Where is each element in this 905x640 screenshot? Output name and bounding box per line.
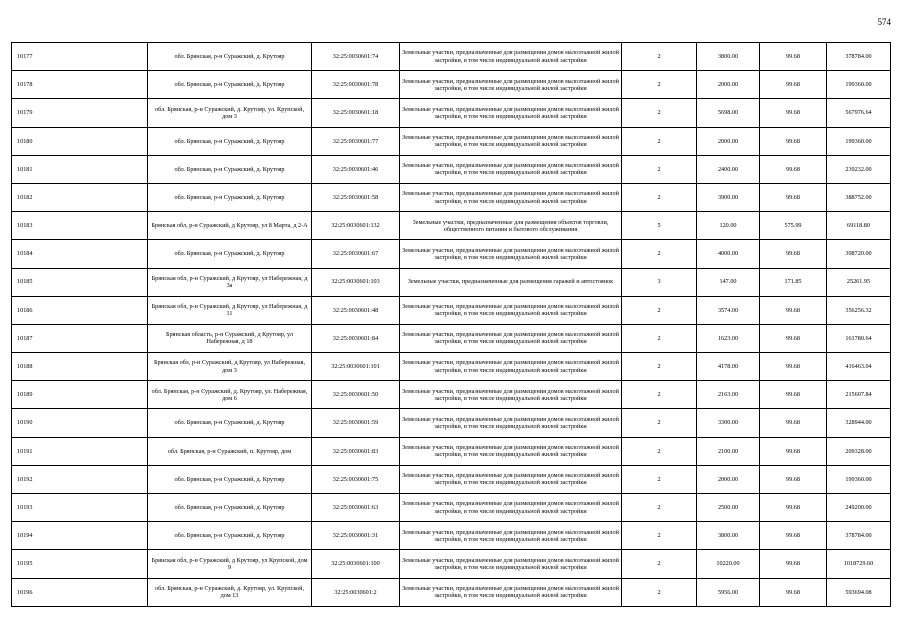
- area-cell: 2100.00: [697, 437, 760, 465]
- cadastral-number-cell: 32:25:0030601:132: [312, 212, 400, 240]
- area-cell: 4000.00: [697, 240, 760, 268]
- land-use-cell: Земельные участки, предназначенные для размещения домов малоэтажной жилой застройки, в том числе индивидуальной жилой застройки: [400, 437, 622, 465]
- cadastral-value-cell: 239232.00: [827, 155, 891, 183]
- cadastral-value-cell: 215607.84: [827, 381, 891, 409]
- table-row: [12, 353, 891, 381]
- cadastral-value-cell: 209328.00: [827, 437, 891, 465]
- use-group-cell: 2: [622, 43, 697, 71]
- area-cell: 3800.00: [697, 522, 760, 550]
- use-group-cell: 5: [622, 212, 697, 240]
- parcel-number-cell: 10185: [12, 268, 148, 296]
- parcel-number-cell: 10192: [12, 465, 148, 493]
- address-cell: обл. Брянская, р-н Суражский, д. Крутояр, ул. Набережная, дом 6: [148, 381, 312, 409]
- use-group-cell: 2: [622, 550, 697, 578]
- address-cell: Брянская обл, р-н Суражский, д Крутояр, ул Набережная, д 3а: [148, 268, 312, 296]
- specific-value-cell: 99.68: [760, 155, 827, 183]
- specific-value-cell: 99.68: [760, 550, 827, 578]
- table-row: [12, 99, 891, 127]
- use-group-cell: 2: [622, 296, 697, 324]
- table-row: [12, 465, 891, 493]
- area-cell: 2400.00: [697, 155, 760, 183]
- parcel-number-cell: 10181: [12, 155, 148, 183]
- table-row: [12, 381, 891, 409]
- area-cell: 2163.00: [697, 381, 760, 409]
- land-use-cell: Земельные участки, предназначенные для размещения домов малоэтажной жилой застройки, в том числе индивидуальной жилой застройки: [400, 465, 622, 493]
- cadastral-number-cell: 32:25:0030601:2: [312, 578, 400, 606]
- address-cell: обл. Брянская, р-н Суражский, д. Крутояр: [148, 71, 312, 99]
- land-use-cell: Земельные участки, предназначенные для размещения домов малоэтажной жилой застройки, в том числе индивидуальной жилой застройки: [400, 127, 622, 155]
- land-use-cell: Земельные участки, предназначенные для размещения домов малоэтажной жилой застройки, в том числе индивидуальной жилой застройки: [400, 353, 622, 381]
- parcel-number-cell: 10180: [12, 127, 148, 155]
- area-cell: 4178.00: [697, 353, 760, 381]
- address-cell: обл. Брянская, р-н Суражский, д. Крутояр: [148, 43, 312, 71]
- cadastral-number-cell: 32:25:0030601:67: [312, 240, 400, 268]
- land-use-cell: Земельные участки, предназначенные для размещения гаражей и автостоянок: [400, 268, 622, 296]
- parcel-number-cell: 10193: [12, 494, 148, 522]
- table-row: [12, 268, 891, 296]
- table-row: [12, 437, 891, 465]
- specific-value-cell: 99.68: [760, 99, 827, 127]
- use-group-cell: 2: [622, 465, 697, 493]
- cadastral-value-cell: 378784.00: [827, 522, 891, 550]
- cadastral-number-cell: 32:25:0030601:77: [312, 127, 400, 155]
- cadastral-number-cell: 32:25:0030601:78: [312, 71, 400, 99]
- cadastral-value-cell: 388752.00: [827, 183, 891, 211]
- address-cell: обл. Брянская, р-н Суражский, д. Крутояр, ул. Крупской, дом 13: [148, 578, 312, 606]
- address-cell: обл. Брянская, р-н Суражский, д. Крутояр: [148, 183, 312, 211]
- specific-value-cell: 99.68: [760, 324, 827, 352]
- cadastral-value-cell: 398720.00: [827, 240, 891, 268]
- specific-value-cell: 99.68: [760, 43, 827, 71]
- table-row: [12, 296, 891, 324]
- cadastral-value-cell: 1018729.60: [827, 550, 891, 578]
- parcel-number-cell: 10183: [12, 212, 148, 240]
- cadastral-number-cell: 32:25:0030601:18: [312, 99, 400, 127]
- use-group-cell: 2: [622, 155, 697, 183]
- address-cell: Брянская область, р-н Суражский, д Крутояр, ул Набережная, д 18: [148, 324, 312, 352]
- address-cell: обл. Брянская, р-н Суражский, д. Крутояр: [148, 465, 312, 493]
- area-cell: 2500.00: [697, 494, 760, 522]
- use-group-cell: 2: [622, 578, 697, 606]
- parcel-number-cell: 10196: [12, 578, 148, 606]
- parcel-number-cell: 10187: [12, 324, 148, 352]
- cadastral-value-cell: 161780.64: [827, 324, 891, 352]
- address-cell: обл. Брянская, р-н Суражский, д. Крутояр: [148, 494, 312, 522]
- area-cell: 5698.00: [697, 99, 760, 127]
- parcel-number-cell: 10182: [12, 183, 148, 211]
- page-number: 574: [877, 17, 891, 27]
- cadastral-value-cell: 593694.08: [827, 578, 891, 606]
- address-cell: Брянская обл, р-н Суражский, д Крутояр, ул Набережная, д 11: [148, 296, 312, 324]
- table-row: [12, 212, 891, 240]
- parcel-number-cell: 10191: [12, 437, 148, 465]
- area-cell: 3900.00: [697, 183, 760, 211]
- specific-value-cell: 171.85: [760, 268, 827, 296]
- cadastral-value-cell: 25261.95: [827, 268, 891, 296]
- use-group-cell: 2: [622, 240, 697, 268]
- land-use-cell: Земельные участки, предназначенные для размещения домов малоэтажной жилой застройки, в том числе индивидуальной жилой застройки: [400, 578, 622, 606]
- cadastral-value-cell: 199360.00: [827, 71, 891, 99]
- specific-value-cell: 99.68: [760, 522, 827, 550]
- table-row: [12, 409, 891, 437]
- cadastral-number-cell: 32:25:0030601:59: [312, 409, 400, 437]
- specific-value-cell: 99.68: [760, 437, 827, 465]
- specific-value-cell: 99.68: [760, 71, 827, 99]
- address-cell: Брянская обл, р-н Суражский, д Крутояр, ул 8 Марта, д 2-А: [148, 212, 312, 240]
- use-group-cell: 3: [622, 268, 697, 296]
- cadastral-number-cell: 32:25:0030601:101: [312, 353, 400, 381]
- area-cell: 2000.00: [697, 71, 760, 99]
- land-use-cell: Земельные участки, предназначенные для размещения домов малоэтажной жилой застройки, в том числе индивидуальной жилой застройки: [400, 381, 622, 409]
- specific-value-cell: 99.68: [760, 127, 827, 155]
- table-row: [12, 578, 891, 606]
- table-row: [12, 494, 891, 522]
- use-group-cell: 2: [622, 494, 697, 522]
- specific-value-cell: 99.68: [760, 494, 827, 522]
- area-cell: 3300.00: [697, 409, 760, 437]
- land-use-cell: Земельные участки, предназначенные для размещения домов малоэтажной жилой застройки, в том числе индивидуальной жилой застройки: [400, 494, 622, 522]
- table-row: [12, 43, 891, 71]
- cadastral-number-cell: 32:25:0030601:75: [312, 465, 400, 493]
- cadastral-value-cell: 199360.00: [827, 465, 891, 493]
- area-cell: 3574.00: [697, 296, 760, 324]
- land-use-cell: Земельные участки, предназначенные для размещения домов малоэтажной жилой застройки, в том числе индивидуальной жилой застройки: [400, 43, 622, 71]
- land-use-cell: Земельные участки, предназначенные для размещения домов малоэтажной жилой застройки, в том числе индивидуальной жилой застройки: [400, 522, 622, 550]
- parcel-number-cell: 10194: [12, 522, 148, 550]
- cadastral-number-cell: 32:25:0030601:74: [312, 43, 400, 71]
- parcel-number-cell: 10189: [12, 381, 148, 409]
- table-row: [12, 71, 891, 99]
- land-use-cell: Земельные участки, предназначенные для размещения домов малоэтажной жилой застройки, в том числе индивидуальной жилой застройки: [400, 296, 622, 324]
- address-cell: обл. Брянская, р-н Суражский, д. Крутояр: [148, 127, 312, 155]
- specific-value-cell: 575.99: [760, 212, 827, 240]
- land-use-cell: Земельные участки, предназначенные для размещения домов малоэтажной жилой застройки, в том числе индивидуальной жилой застройки: [400, 99, 622, 127]
- table-row: [12, 127, 891, 155]
- cadastral-value-cell: 567976.64: [827, 99, 891, 127]
- table-row: [12, 550, 891, 578]
- cadastral-number-cell: 32:25:0030601:31: [312, 522, 400, 550]
- specific-value-cell: 99.68: [760, 240, 827, 268]
- specific-value-cell: 99.68: [760, 353, 827, 381]
- cadastral-number-cell: 32:25:0030601:100: [312, 550, 400, 578]
- cadastral-number-cell: 32:25:0030601:50: [312, 381, 400, 409]
- cadastral-value-cell: 356256.32: [827, 296, 891, 324]
- land-use-cell: Земельные участки, предназначенные для размещения домов малоэтажной жилой застройки, в том числе индивидуальной жилой застройки: [400, 550, 622, 578]
- area-cell: 147.00: [697, 268, 760, 296]
- cadastral-value-cell: 69118.80: [827, 212, 891, 240]
- cadastral-number-cell: 32:25:0030601:63: [312, 494, 400, 522]
- parcel-number-cell: 10178: [12, 71, 148, 99]
- table-row: [12, 240, 891, 268]
- area-cell: 10220.00: [697, 550, 760, 578]
- table-row: [12, 324, 891, 352]
- address-cell: обл. Брянская, р-н Суражский, д. Крутояр: [148, 155, 312, 183]
- parcel-number-cell: 10184: [12, 240, 148, 268]
- parcel-number-cell: 10177: [12, 43, 148, 71]
- address-cell: обл. Брянская, р-н Суражский, д. Крутояр, ул. Крупской, дом 3: [148, 99, 312, 127]
- use-group-cell: 2: [622, 353, 697, 381]
- specific-value-cell: 99.68: [760, 183, 827, 211]
- use-group-cell: 2: [622, 324, 697, 352]
- land-use-cell: Земельные участки, предназначенные для размещения домов малоэтажной жилой застройки, в том числе индивидуальной жилой застройки: [400, 71, 622, 99]
- cadastral-value-table: [11, 42, 891, 607]
- specific-value-cell: 99.68: [760, 409, 827, 437]
- cadastral-value-cell: 199360.00: [827, 127, 891, 155]
- parcel-number-cell: 10195: [12, 550, 148, 578]
- area-cell: 2000.00: [697, 465, 760, 493]
- area-cell: 120.00: [697, 212, 760, 240]
- address-cell: обл. Брянская, р-н Суражский, п. Крутояр, дом: [148, 437, 312, 465]
- cadastral-number-cell: 32:25:0030601:58: [312, 183, 400, 211]
- use-group-cell: 2: [622, 99, 697, 127]
- land-use-cell: Земельные участки, предназначенные для размещения домов малоэтажной жилой застройки, в том числе индивидуальной жилой застройки: [400, 324, 622, 352]
- table-row: [12, 183, 891, 211]
- cadastral-number-cell: 32:25:0030601:48: [312, 296, 400, 324]
- address-cell: обл. Брянская, р-н Суражский, д. Крутояр: [148, 409, 312, 437]
- parcel-number-cell: 10186: [12, 296, 148, 324]
- specific-value-cell: 99.68: [760, 465, 827, 493]
- parcel-number-cell: 10190: [12, 409, 148, 437]
- use-group-cell: 2: [622, 127, 697, 155]
- cadastral-value-cell: 249200.00: [827, 494, 891, 522]
- area-cell: 3800.00: [697, 43, 760, 71]
- cadastral-value-cell: 416463.04: [827, 353, 891, 381]
- land-use-cell: Земельные участки, предназначенные для размещения домов малоэтажной жилой застройки, в том числе индивидуальной жилой застройки: [400, 409, 622, 437]
- land-use-cell: Земельные участки, предназначенные для размещения домов малоэтажной жилой застройки, в том числе индивидуальной жилой застройки: [400, 155, 622, 183]
- address-cell: Брянская обл, р-н Суражский, д Крутояр, ул Набережная, дом 3: [148, 353, 312, 381]
- use-group-cell: 2: [622, 71, 697, 99]
- cadastral-number-cell: 32:25:0030601:84: [312, 324, 400, 352]
- specific-value-cell: 99.68: [760, 381, 827, 409]
- use-group-cell: 2: [622, 381, 697, 409]
- address-cell: обл. Брянская, р-н Суражский, д. Крутояр: [148, 522, 312, 550]
- specific-value-cell: 99.68: [760, 578, 827, 606]
- area-cell: 1623.00: [697, 324, 760, 352]
- parcel-number-cell: 10188: [12, 353, 148, 381]
- use-group-cell: 2: [622, 409, 697, 437]
- address-cell: Брянская обл, р-н Суражский, д Крутояр, ул Крупской, дом 9: [148, 550, 312, 578]
- land-use-cell: Земельные участки, предназначенные для размещения объектов торговли, общественного питания и бытового обслуживания: [400, 212, 622, 240]
- use-group-cell: 2: [622, 437, 697, 465]
- cadastral-number-cell: 32:25:0030601:83: [312, 437, 400, 465]
- land-use-cell: Земельные участки, предназначенные для размещения домов малоэтажной жилой застройки, в том числе индивидуальной жилой застройки: [400, 183, 622, 211]
- area-cell: 5956.00: [697, 578, 760, 606]
- address-cell: обл. Брянская, р-н Суражский, д. Крутояр: [148, 240, 312, 268]
- use-group-cell: 2: [622, 183, 697, 211]
- table-row: [12, 155, 891, 183]
- cadastral-number-cell: 32:25:0030601:103: [312, 268, 400, 296]
- table-row: [12, 522, 891, 550]
- cadastral-value-cell: 328944.00: [827, 409, 891, 437]
- use-group-cell: 2: [622, 522, 697, 550]
- cadastral-value-cell: 378784.00: [827, 43, 891, 71]
- land-use-cell: Земельные участки, предназначенные для размещения домов малоэтажной жилой застройки, в том числе индивидуальной жилой застройки: [400, 240, 622, 268]
- area-cell: 2000.00: [697, 127, 760, 155]
- cadastral-number-cell: 32:25:0030601:46: [312, 155, 400, 183]
- parcel-number-cell: 10179: [12, 99, 148, 127]
- specific-value-cell: 99.68: [760, 296, 827, 324]
